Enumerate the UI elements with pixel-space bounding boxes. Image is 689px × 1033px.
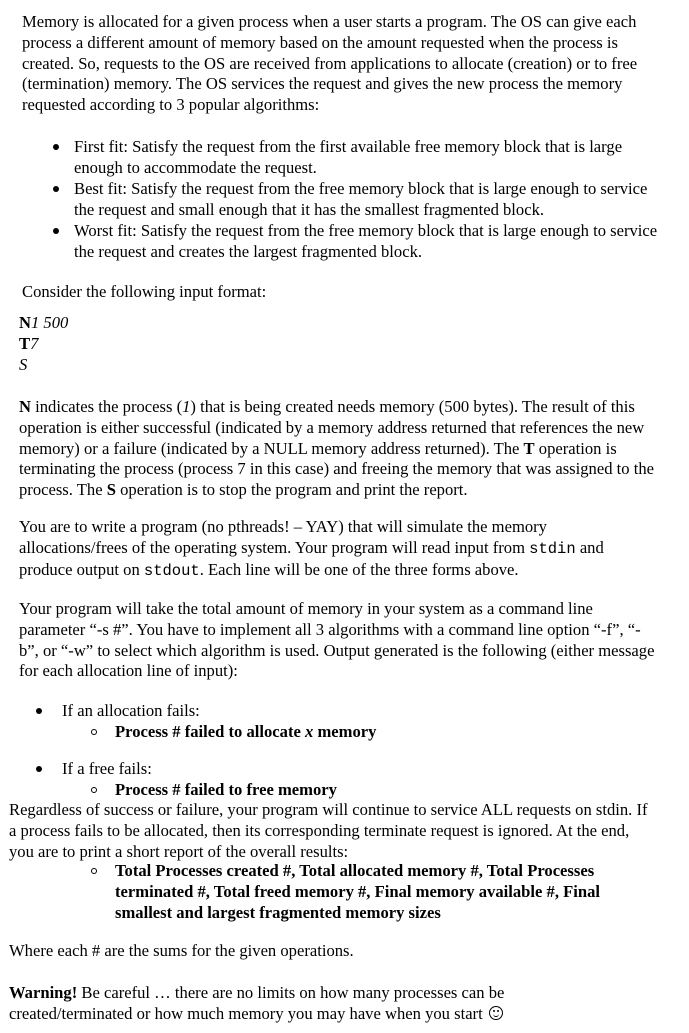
- input-line-t: T7: [19, 333, 39, 353]
- circle-bullet-icon: [91, 729, 97, 735]
- alloc-fail-message: Process # failed to allocate x memory: [115, 722, 689, 743]
- circle-bullet-icon: [91, 787, 97, 793]
- smiley-icon: [489, 1006, 503, 1020]
- params-paragraph: Your program will take the total amount of memory in your system as a command line parameter “-s #”. You have to implement all 3 algorithms with a command line option “-f”, “-b”, or “-w” to select which algorithm is used. Output generated is the following (either message for each allocation line of input):: [19, 599, 655, 681]
- list-item: Worst fit: Satisfy the request from the free memory block that is large enough to service the request and creates the largest fragmented block.: [74, 221, 664, 263]
- alloc-fail-item: If an allocation fails:: [62, 701, 689, 722]
- input-line-n: N1 500: [19, 313, 69, 332]
- report-item: Total Processes created #, Total allocated memory #, Total Processes terminated #, Total freed memory #, Final memory available #, Final smallest and largest fragmented memory sizes: [115, 861, 655, 923]
- warning-paragraph: Warning! Be careful … there are no limits on how many processes can be created/terminated or how much memory you may have when you start: [9, 983, 505, 1023]
- warning-label: Warning!: [9, 983, 78, 1002]
- input-line-s: S: [19, 354, 28, 374]
- bullet-icon: [36, 708, 42, 714]
- bullet-icon: [53, 228, 59, 234]
- explanation-paragraph: N indicates the process (1) that is being created needs memory (500 bytes). The result of this operation is either successful (indicated by a memory address returned that references the new memory) or a failure (indicated by a NULL memory address returned). The T operation is terminating the process (process 7 in this case) and freeing the memory that was assigned to the process. The S operation is to stop the program and print the report.: [19, 397, 654, 500]
- free-fail-item: If a free fails:: [62, 759, 689, 780]
- algorithm-list: [74, 137, 664, 263]
- bullet-icon: [53, 144, 59, 150]
- input-format-example: [19, 313, 689, 375]
- regardless-paragraph: Regardless of success or failure, your program will continue to service ALL requests on stdin. If a process fails to be allocated, then its corresponding terminate request is ignored. At the end, you are to print a short report of the overall results:: [9, 800, 648, 861]
- consider-text: Consider the following input format:: [22, 282, 267, 301]
- bullet-icon: [53, 186, 59, 192]
- free-fail-message: Process # failed to free memory: [115, 780, 689, 801]
- bullet-icon: [36, 766, 42, 772]
- intro-paragraph: Memory is allocated for a given process when a user starts a program. The OS can give each process a different amount of memory based on the amount requested when the process is created. So, requests to the OS are received from applications to allocate (creation) or to free (termination) memory. The OS services the request and gives the new process the memory requested according to 3 popular algorithms:: [22, 12, 638, 115]
- list-item: First fit: Satisfy the request from the first available free memory block that is large enough to accommodate the request.: [74, 137, 664, 179]
- write-paragraph: You are to write a program (no pthreads! – YAY) that will simulate the memory allocations/frees of the operating system. Your program will read input from stdin and produce output on stdout. Each line will be one of the three forms above.: [19, 517, 604, 580]
- list-item: Best fit: Satisfy the request from the free memory block that is large enough to service the request and small enough that it has the smallest fragmented block.: [74, 179, 664, 221]
- where-text: Where each # are the sums for the given operations.: [9, 941, 354, 960]
- circle-bullet-icon: [91, 868, 97, 874]
